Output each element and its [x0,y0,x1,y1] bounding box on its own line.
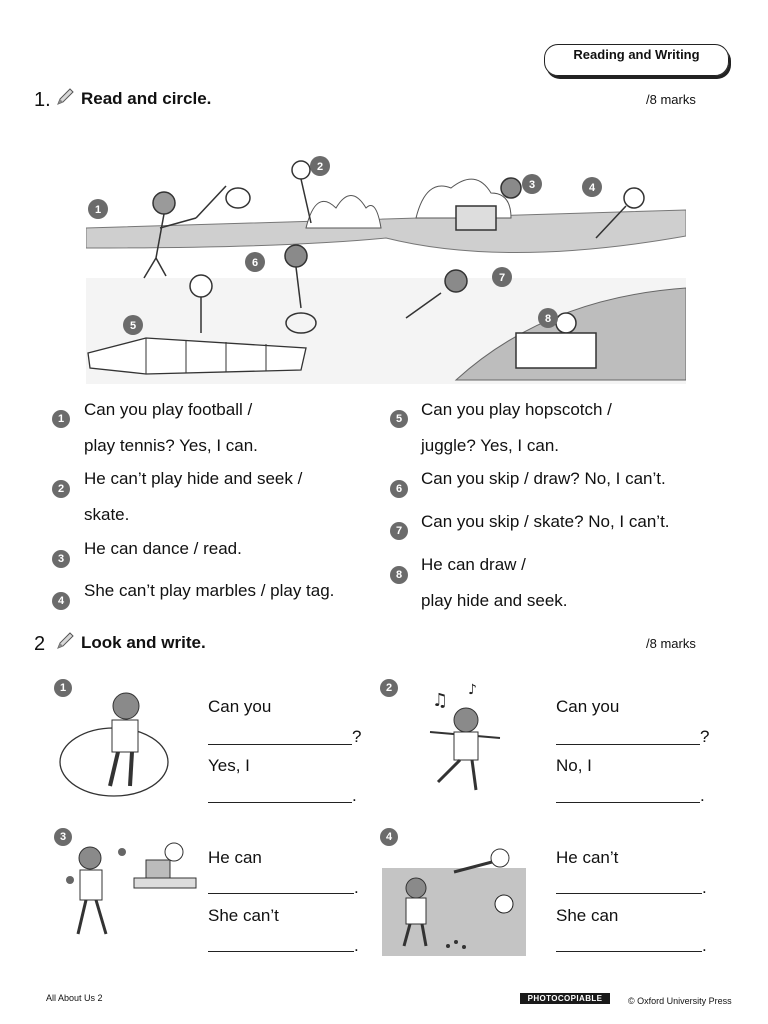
item3-answer-blank2[interactable] [208,951,354,952]
pencil-icon [54,86,76,108]
scene-label-4: 4 [588,182,596,194]
section1-number-text: 1 [34,89,46,111]
item4-answer-blank1[interactable] [556,893,702,894]
item1-prompt1: Can you [208,697,272,716]
sentence-line: He can draw / [421,555,526,574]
sentence-number: 8 [390,566,408,584]
scene-label-1: 1 [94,204,102,216]
sentence-5[interactable] [421,400,612,456]
section2-number-text: 2 [34,633,46,655]
sentence-line: Can you skip / skate? No, I can’t. [421,512,670,531]
sentence-number: 4 [52,592,70,610]
item3-prompt2: She can’t [208,906,279,925]
item4-prompt1: He can’t [556,848,619,867]
girl-marbles-boy-football-illustration [382,838,526,956]
scene-label-6: 6 [251,257,259,269]
sentence-3[interactable] [84,539,242,559]
item3-end1: . [354,878,359,897]
section2-marks: /8 marks [646,636,696,651]
sentence-line: play tennis? Yes, I can. [84,436,258,455]
item-number: 3 [54,828,72,846]
sentence-1[interactable] [84,400,258,456]
item-number: 2 [380,679,398,697]
item2-end2: . [700,786,705,805]
sentence-number: 6 [390,480,408,498]
section2-number [34,633,45,656]
item1-answer-blank2[interactable] [208,802,352,803]
sentence-line: play hide and seek. [421,591,568,610]
item2-prompt2: No, I [556,756,592,775]
item4-end1: . [702,878,707,897]
section2-title: Look and write. [81,633,206,652]
sentence-4[interactable] [84,581,334,601]
sentence-number: 3 [52,550,70,568]
scene-label-3: 3 [528,179,536,191]
scene-label-2: 2 [316,161,324,173]
sentence-number: 7 [390,522,408,540]
item1-end2: . [352,786,357,805]
item3-end2: . [354,936,359,955]
item-number: 4 [380,828,398,846]
playground-scene-illustration [86,148,686,384]
sentence-8[interactable] [421,555,568,611]
girl-dancing-illustration [410,682,522,798]
item4-end2: . [702,936,707,955]
sentence-2[interactable] [84,469,302,525]
item1-answer-blank1[interactable] [208,744,352,745]
scene-label-5: 5 [129,320,137,332]
item3-answer-blank1[interactable] [208,893,354,894]
sentence-line: skate. [84,505,130,524]
section1-marks: /8 marks [646,92,696,107]
sentence-line: Can you play football / [84,400,253,419]
item2-answer-blank2[interactable] [556,802,700,803]
footer-book-title: All About Us 2 [46,993,103,1003]
section-tab-label: Reading and Writing [573,47,700,62]
pencil-icon [54,630,76,652]
sentence-line: juggle? Yes, I can. [421,436,560,455]
girl-juggling-boy-reading-illustration [62,838,198,942]
section-tab [544,44,729,76]
sentence-line: He can dance / read. [84,539,242,558]
section1-number: 1. [34,89,51,111]
svg-text:♪: ♪ [468,682,477,698]
sentence-line: She can’t play marbles / play tag. [84,581,335,600]
item4-answer-blank2[interactable] [556,951,702,952]
footer-copyright: © Oxford University Press [628,996,732,1006]
item2-answer-blank1[interactable] [556,744,700,745]
sentence-6[interactable] [421,469,666,489]
item1-end1: ? [352,727,362,746]
item-number: 1 [54,679,72,697]
sentence-7[interactable] [421,512,670,532]
item2-end1: ? [700,727,710,746]
photocopiable-badge: PHOTOCOPIABLE [520,993,610,1004]
item4-prompt2: She can [556,906,619,925]
sentence-number: 2 [52,480,70,498]
item3-prompt1: He can [208,848,262,867]
sentence-line: He can’t play hide and seek / [84,469,303,488]
svg-text:♫: ♫ [432,690,449,711]
sentence-number: 5 [390,410,408,428]
sentence-line: Can you skip / draw? No, I can’t. [421,469,666,488]
sentence-line: Can you play hopscotch / [421,400,612,419]
item1-prompt2: Yes, I [208,756,250,775]
boy-skipping-rope-illustration [58,688,170,798]
sentence-number: 1 [52,410,70,428]
section1-title: Read and circle. [81,89,212,108]
scene-label-8: 8 [544,313,552,325]
scene-label-7: 7 [498,272,506,284]
item2-prompt1: Can you [556,697,620,716]
